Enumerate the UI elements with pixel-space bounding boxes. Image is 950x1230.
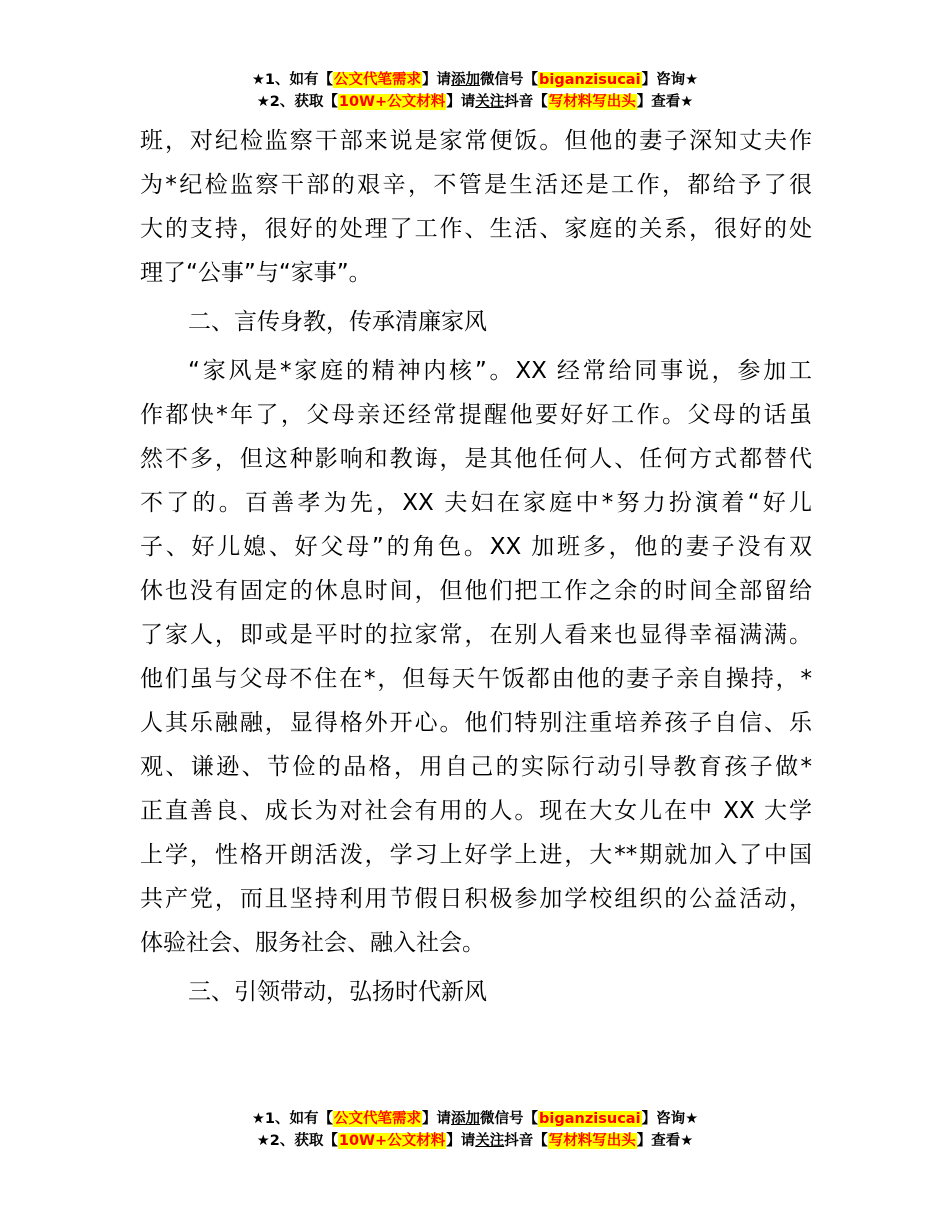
banner-highlight: 公文代笔需求 [334,1111,422,1127]
banner-text: 添加 [451,72,481,88]
banner-text: 微信号【 [480,1111,539,1127]
banner-highlight: 10W+公文材料 [338,1133,446,1149]
banner-wechat-id: biganzisucai [539,1111,641,1127]
document-body [140,119,812,1014]
banner-douyin-id: 写材料写出头 [548,94,636,110]
banner-line-1 [0,1108,950,1130]
banner-text: 】咨询★ [641,72,699,88]
banner-text: 】请 [446,1133,476,1149]
banner-line-2 [0,1130,950,1152]
body-line: 作都快*年了，父母亲还经常提醒他要好好工作。父母的话虽 [140,402,812,428]
body-line: 体验社会、服务社会、融入社会。 [140,930,485,956]
body-line: 正直善良、成长为对社会有用的人。现在大女儿在中 XX 大学 [140,798,812,824]
banner-text: ★1、如有【 [251,1111,334,1127]
banner-text: ★2、获取【 [256,94,338,110]
body-line: 上学，性格开朗活泼，学习上好学上进，大**期就加入了中国 [140,842,812,868]
banner-line-1 [0,69,950,91]
banner-text: 】咨询★ [641,1111,699,1127]
body-line: “家风是*家庭的精神内核”。XX 经常给同事说，参加工 [188,358,812,384]
body-line: 了家人，即或是平时的拉家常，在别人看来也显得幸福满满。 [140,622,812,648]
body-line: 他们虽与父母不住在*，但每天午饭都由他的妻子亲自操持，* [140,666,812,692]
body-line: 休也没有固定的休息时间，但他们把工作之余的时间全部留给 [140,578,812,604]
body-line: 为*纪检监察干部的艰辛，不管是生活还是工作，都给予了很 [140,172,812,198]
header-banner [0,69,950,113]
section-heading: 二、言传身教，传承清廉家风 [188,309,487,335]
banner-text: 】请 [446,94,476,110]
banner-wechat-id: biganzisucai [539,72,641,88]
footer-banner [0,1108,950,1152]
body-line: 理了“公事”与“家事”。 [140,260,372,286]
body-line: 子、好儿媳、好父母”的角色。XX 加班多，他的妻子没有双 [140,534,812,560]
banner-text: 】查看★ [636,94,694,110]
body-line: 观、谦逊、节俭的品格，用自己的实际行动引导教育孩子做* [140,754,812,780]
body-line: 不了的。百善孝为先，XX 夫妇在家庭中*努力扮演着“好儿 [140,490,812,516]
body-line: 共产党，而且坚持利用节假日积极参加学校组织的公益活动， [140,886,812,912]
banner-text: 抖音【 [504,1133,548,1149]
banner-highlight: 公文代笔需求 [334,72,422,88]
banner-text: 微信号【 [480,72,539,88]
banner-line-2 [0,91,950,113]
banner-text: 关注 [475,94,505,110]
banner-text: 】请 [422,72,452,88]
banner-text: 】查看★ [636,1133,694,1149]
banner-text: ★2、获取【 [256,1133,338,1149]
banner-douyin-id: 写材料写出头 [548,1133,636,1149]
section-heading: 三、引领带动，弘扬时代新风 [188,979,487,1005]
body-line: 人其乐融融，显得格外开心。他们特别注重培养孩子自信、乐 [140,710,812,736]
banner-text: 抖音【 [504,94,548,110]
body-line: 班，对纪检监察干部来说是家常便饭。但他的妻子深知丈夫作 [140,128,812,154]
banner-text: 】请 [422,1111,452,1127]
body-line: 然不多，但这种影响和教诲，是其他任何人、任何方式都替代 [140,446,812,472]
banner-text: 关注 [475,1133,505,1149]
body-line: 大的支持，很好的处理了工作、生活、家庭的关系，很好的处 [140,216,812,242]
banner-text: 添加 [451,1111,481,1127]
banner-highlight: 10W+公文材料 [338,94,446,110]
banner-text: ★1、如有【 [251,72,334,88]
